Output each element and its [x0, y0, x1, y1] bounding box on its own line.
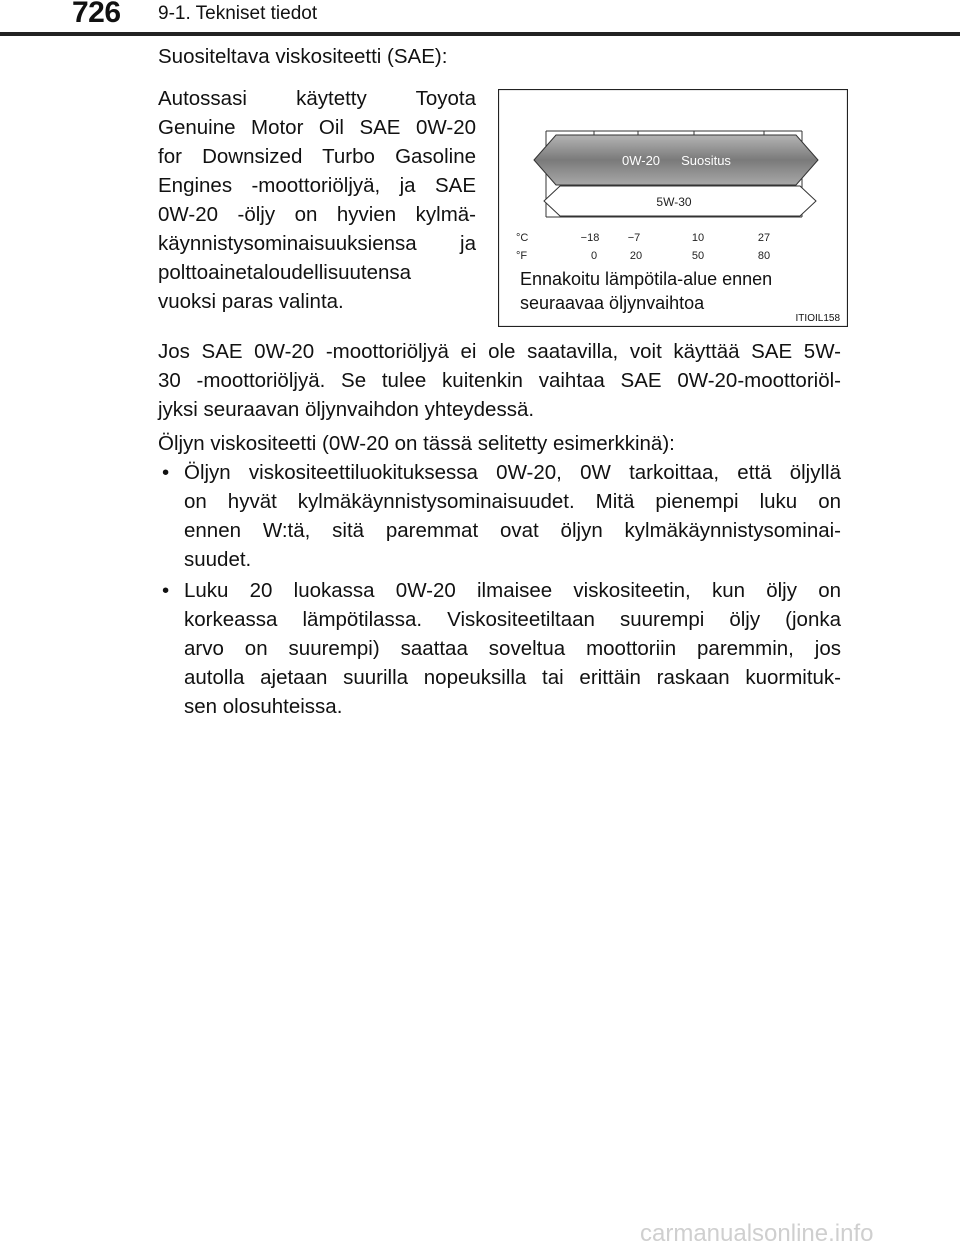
- watermark: carmanualsonline.info: [640, 1220, 874, 1247]
- bullet1-line: Öljyn viskositeettiluokituksessa 0W-20, 0W tarkoittaa, että öljyllä: [184, 461, 841, 484]
- intro-paragraph: [158, 84, 476, 316]
- intro-line: polttoainetaloudellisuutensa: [158, 261, 412, 284]
- figure-caption-line1: Ennakoitu lämpötila-alue ennen: [520, 269, 773, 289]
- bullet-dot: •: [162, 579, 170, 602]
- bullet-dot: •: [162, 461, 170, 484]
- page-header: [0, 0, 960, 40]
- explanation-heading: Öljyn viskositeetti (0W-20 on tässä selitetty esimerkkinä):: [158, 432, 675, 455]
- bullet2-line: autolla ajetaan suurilla nopeuksilla tai erittäin raskaan kuormituk-: [184, 666, 841, 689]
- page-number: 726: [72, 0, 121, 29]
- fahrenheit-tick: 80: [757, 250, 771, 262]
- fahrenheit-tick: 0: [590, 250, 598, 262]
- bullet2-line: korkeassa lämpötilassa. Viskositeetiltaan suurempi öljy (jonka: [184, 608, 841, 631]
- grade-0w20-arrow: [534, 135, 818, 185]
- celsius-unit: °C: [516, 232, 529, 244]
- intro-line: vuoksi paras valinta.: [158, 290, 344, 313]
- intro-line: Genuine Motor Oil SAE 0W-20: [158, 116, 476, 139]
- section-title: 9-1. Tekniset tiedot: [158, 3, 318, 24]
- grade-5w30-label: 5W-30: [656, 195, 692, 209]
- celsius-tick: 27: [757, 232, 771, 244]
- bullet2-line: Luku 20 luokassa 0W-20 ilmaisee viskositeetin, kun öljy on: [184, 579, 841, 602]
- substitute-line: Jos SAE 0W-20 -moottoriöljyä ei ole saatavilla, voit käyttää SAE 5W-: [158, 340, 841, 363]
- fahrenheit-tick: 20: [629, 250, 643, 262]
- fahrenheit-unit: °F: [516, 250, 528, 262]
- celsius-tick: 10: [691, 232, 705, 244]
- bullet1-line: ennen W:tä, sitä paremmat ovat öljyn kylmäkäynnistysominai-: [184, 519, 841, 542]
- header-rule: [0, 32, 960, 36]
- celsius-tick: −7: [627, 232, 641, 244]
- substitute-paragraph: [158, 337, 841, 424]
- substitute-line: 30 -moottoriöljyä. Se tulee kuitenkin vaihtaa SAE 0W-20-moottoriöl-: [158, 369, 841, 392]
- substitute-line: jyksi seuraavan öljynvaihdon yhteydessä.: [158, 398, 535, 421]
- intro-line: Autossasi käytetty Toyota: [158, 87, 476, 110]
- grade-0w20-note: Suositus: [681, 153, 731, 168]
- bullet1-line: on hyvät kylmäkäynnistysominaisuudet. Mitä pienempi luku on: [184, 490, 841, 513]
- bullet-item-1: [184, 458, 841, 574]
- bullet2-line: sen olosuhteissa.: [184, 695, 343, 718]
- bullet2-line: arvo on suurempi) saattaa soveltua moottoriin paremmin, jos: [184, 637, 841, 660]
- intro-line: for Downsized Turbo Gasoline: [158, 145, 476, 168]
- grade-0w20-label: 0W-20: [621, 153, 661, 168]
- bullet1-line: suudet.: [184, 548, 252, 571]
- recommended-heading: Suositeltava viskositeetti (SAE):: [158, 45, 448, 68]
- intro-line: 0W-20 -öljy on hyvien kylmä-: [158, 203, 476, 226]
- oil-viscosity-figure: [498, 89, 848, 327]
- celsius-tick: −18: [580, 232, 600, 244]
- fahrenheit-tick: 50: [691, 250, 705, 262]
- bullet-item-2: [184, 576, 841, 721]
- intro-line: käynnistysominaisuuksiensa ja: [158, 232, 476, 255]
- intro-line: Engines -moottoriöljyä, ja SAE: [158, 174, 476, 197]
- figure-code: ITIOIL158: [795, 313, 840, 324]
- figure-caption-line2: seuraavaa öljynvaihtoa: [520, 293, 705, 313]
